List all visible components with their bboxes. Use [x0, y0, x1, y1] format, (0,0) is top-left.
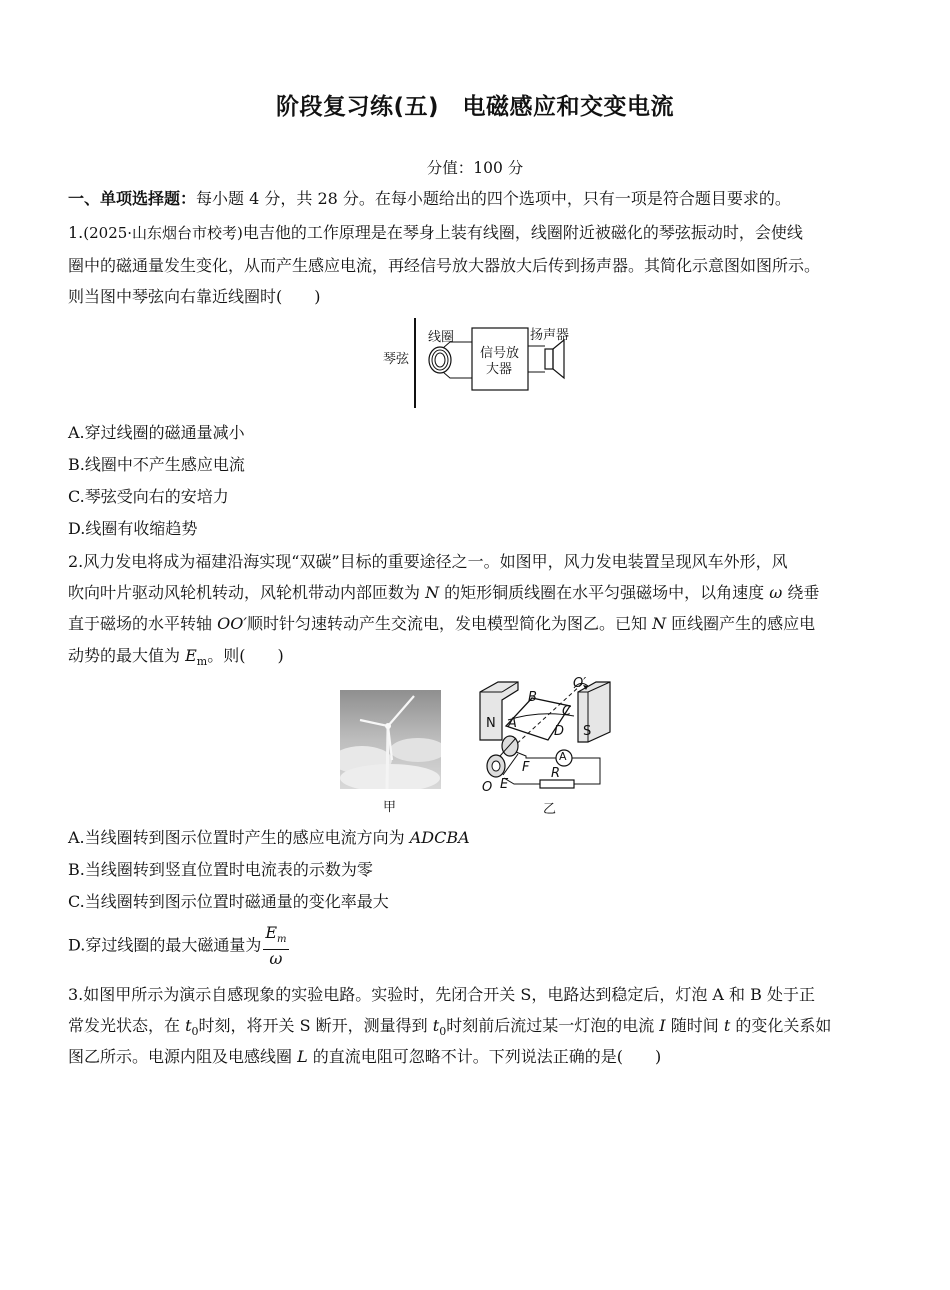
q2-var-omega: ω: [769, 583, 783, 602]
q1-source: (2025·山东烟台市校考): [83, 224, 243, 242]
label-n-pole: N: [486, 716, 496, 731]
q2-l3b: 顺时针匀速转动产生交流电，发电模型简化为图乙。已知: [246, 614, 653, 633]
q3-l3b: 的直流电阻可忽略不计。下列说法正确的是( ): [307, 1047, 662, 1066]
q2-option-a: [68, 828, 470, 848]
label-a: A: [508, 716, 517, 731]
q2-var-n: N: [425, 583, 440, 602]
label-amp-1: 信号放: [480, 346, 520, 361]
q2-line2: [68, 583, 819, 603]
q1-option-a: A.穿过线圈的磁通量减小: [68, 423, 245, 442]
q3-l2d: 随时间: [665, 1016, 724, 1035]
q2-l4a: 动势的最大值为: [68, 646, 186, 665]
frac-den: ω: [269, 949, 283, 969]
label-e: E: [500, 777, 509, 792]
q1-option-c: C.琴弦受向右的安培力: [68, 487, 229, 506]
q2-l4b: 。则( ): [207, 646, 284, 665]
q3-var-i: I: [659, 1016, 666, 1035]
q3-line2: [68, 1016, 831, 1042]
q3-var-t0-sub: 0: [191, 1025, 199, 1039]
q2-caption-yi: 乙: [543, 802, 557, 817]
q1-option-d: D.线圈有收缩趋势: [68, 519, 198, 538]
q3-l2e: 的变化关系如: [730, 1016, 832, 1035]
q2-l2c: 绕垂: [782, 583, 820, 602]
q2-var-n2: N: [652, 614, 667, 633]
q1-figure: [380, 316, 580, 410]
q3-var-l: L: [297, 1047, 308, 1066]
section1-heading-line: [68, 189, 791, 209]
q1-line1: [68, 223, 803, 243]
q3-var-t0b-sub: 0: [439, 1025, 447, 1039]
label-c: C: [562, 704, 572, 719]
q2-opt-a-path: ADCBA: [409, 828, 470, 847]
q3-var-t0: t: [185, 1016, 192, 1035]
section1-heading: 一、单项选择题：: [68, 189, 197, 208]
q2-var-e: E: [185, 646, 197, 665]
q3-line1: 3.如图甲所示为演示自感现象的实验电路。实验时，先闭合开关 S，电路达到稳定后，灯泡 A 和 B 处于正: [68, 985, 815, 1004]
frac-num-e: E: [265, 923, 278, 942]
q2-figure-yi: [470, 676, 620, 796]
q2-opt-d-text: D.穿过线圈的最大磁通量为: [68, 935, 262, 955]
frac-num-sub: m: [277, 934, 287, 946]
q2-l3a: 直于磁场的水平转轴: [68, 614, 218, 633]
q3-var-t: t: [723, 1016, 731, 1035]
q2-opt-a-text: A.当线圈转到图示位置时产生的感应电流方向为: [68, 828, 410, 847]
q2-var-axis: OO′: [217, 614, 247, 633]
generator-model-diagram: [470, 676, 620, 796]
q2-line4: [68, 646, 284, 672]
q2-caption-jia: 甲: [383, 800, 397, 815]
q2-option-b: B.当线圈转到竖直位置时电流表的示数为零: [68, 860, 373, 879]
q3-line3: [68, 1047, 661, 1067]
q1-num: 1.: [68, 223, 84, 242]
q2-option-d: [68, 924, 289, 968]
score-line: 分值：100 分: [426, 159, 524, 177]
q1-text1: 电吉他的工作原理是在琴身上装有线圈，线圈附近被磁化的琴弦振动时，会使线: [242, 223, 803, 242]
label-amp-2: 大器: [486, 362, 513, 377]
q2-var-e-sub: m: [196, 655, 208, 669]
q3-l2c: 时刻前后流过某一灯泡的电流: [446, 1016, 660, 1035]
q2-line3: [68, 614, 815, 634]
label-coil: 线圈: [428, 330, 455, 345]
q3-l2b: 时刻，将开关 S 断开，测量得到: [198, 1016, 433, 1035]
label-f: F: [522, 760, 530, 775]
q2-opt-d-fraction: [263, 924, 288, 968]
q3-l3a: 图乙所示。电源内阻及电感线圈: [68, 1047, 298, 1066]
q2-line1: 2.风力发电将成为福建沿海实现“双碳”目标的重要途径之一。如图甲，风力发电装置呈现风车外形，风: [68, 552, 788, 571]
label-o: O: [482, 780, 493, 795]
label-b: B: [528, 690, 537, 705]
q3-var-t0b: t: [432, 1016, 440, 1035]
label-d: D: [554, 724, 565, 739]
label-r: R: [551, 766, 561, 781]
ammeter-icon: A: [559, 750, 567, 763]
label-o-prime: O′: [573, 676, 587, 691]
q1-line3: 则当图中琴弦向右靠近线圈时( ): [68, 287, 321, 306]
q2-figure-jia: [340, 690, 441, 789]
q3-l2a: 常发光状态，在: [68, 1016, 186, 1035]
q2-l2b: 的矩形铜质线圈在水平匀强磁场中，以角速度: [439, 583, 770, 602]
section1-desc: 每小题 4 分，共 28 分。在每小题给出的四个选项中，只有一项是符合题目要求的。: [196, 189, 791, 208]
q1-option-b: B.线圈中不产生感应电流: [68, 455, 245, 474]
frac-num: [263, 924, 288, 950]
q2-l2a: 吹向叶片驱动风轮机转动，风轮机带动内部匝数为: [68, 583, 426, 602]
q1-line2: 圈中的磁通量发生变化，从而产生感应电流，再经信号放大器放大后传到扬声器。其简化示意图如图所示。: [68, 256, 821, 275]
q2-l3c: 匝线圈产生的感应电: [666, 614, 816, 633]
q2-option-c: C.当线圈转到图示位置时磁通量的变化率最大: [68, 892, 389, 911]
page-title: 阶段复习练(五) 电磁感应和交变电流: [275, 94, 675, 120]
label-s-pole: S: [583, 724, 592, 739]
wind-turbine-photo: [340, 690, 441, 789]
label-speaker: 扬声器: [530, 328, 570, 343]
label-string: 琴弦: [383, 352, 410, 367]
